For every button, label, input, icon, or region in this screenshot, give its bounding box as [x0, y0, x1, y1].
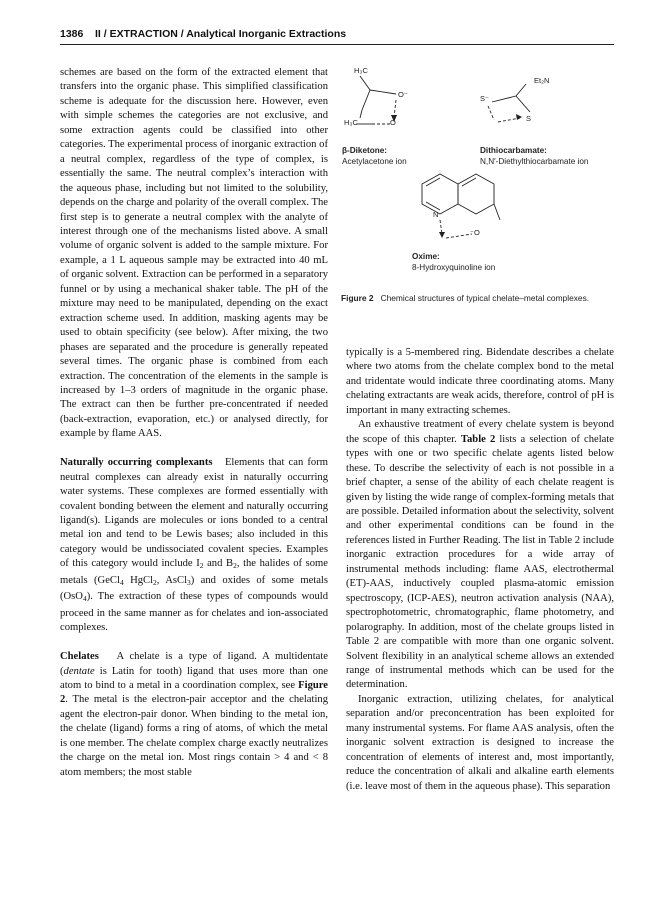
atom-o-minus: O⁻ [398, 90, 408, 99]
paragraph-inorganic-extraction: Inorganic extraction, utilizing chelates, for analytical separation and/or preconcentration has been exploited for many instrumental systems. For flame AAS analysis, often the inorganic solvent extraction is designed to increase the concentration of elements of interest and, most importantly, reduce the concentration of alkali and alkaline earth elements (i.e. leave most of them in the aqueous phase). This separation [346, 693, 614, 792]
paragraph-bidendate: typically is a 5-membered ring. Bidendate describes a chelate where two atoms from the chelate complex bond to the metal and tridentate would indicate three coordinating atoms. Many chelating extractants are weak acids, therefore, control of pH is important in many extracting schemes. [346, 347, 614, 416]
atom-et2n: Et₂N [534, 76, 550, 85]
figure-caption-label: Figure 2 [341, 293, 374, 303]
bond [360, 76, 370, 90]
atom-n: N [433, 210, 439, 219]
oxime-label: Oxime: 8-Hydroxyquinoline ion [412, 252, 496, 272]
atom-s-minus: S⁻ [480, 94, 489, 103]
left-column [60, 66, 328, 780]
table-2-reference[interactable]: Table 2 [460, 433, 496, 445]
bond [370, 90, 396, 94]
coordination-bond [498, 118, 520, 122]
double-bond [426, 178, 440, 186]
arrow-head [516, 114, 522, 120]
right-column [346, 346, 614, 794]
figure-2-reference[interactable]: Figure 2 [60, 680, 328, 706]
atom-s: S [526, 114, 532, 123]
atom-o: O [390, 118, 396, 127]
coordination-bond [488, 106, 494, 120]
bond [362, 90, 370, 110]
double-bond [426, 202, 440, 210]
page-number: 1386 [60, 28, 84, 40]
coordination-bond [446, 234, 472, 238]
bond [494, 204, 500, 220]
arrow-head [439, 232, 445, 238]
section-heading-chelates: Chelates [60, 651, 99, 663]
figure-caption [341, 293, 615, 303]
figure-2 [340, 62, 620, 282]
paragraph-extraction-process: schemes are based on the form of the extracted element that transfers into the organic phase. This simplified classification scheme is adequate for the discussion here. However, even with simple schemes the categories are not exclusive, and some extraction agents could be classified into other categories. The experimental process of inorganic extraction of a neutral complex, regardless of the type of complex, is essentially the same. The neutral complex’s interaction with the aqueous phase, including but not limited to the solubility, depends on the charge and polarity of the overall complex. The first step is to generate a neutral complex with the analyte of interest through one of the mechanisms listed above. A small volume of organic solvent is added to the sample mixture. For example, a 1 L aqueous sample may be extracted into 40 mL of organic solvent. Extraction can be performed in a separatory funnel or by using a mechanical shaker table. The pH of the mixture may need to be manipulated, depending on the exact extraction scheme used. In addition, masking agents may be used to obtain specificity (see below). After mixing, the two phases are separated and the procedure is generally repeated several times. The organic phase is combined from each extraction. The concentration of the elements in the sample is increased by 1–3 orders of magnitude in the organic phase. The extract can then be further pre-concentrated if needed (back-extraction, evaporation, etc.) or analysed directly, for example by flame AAS. [60, 67, 328, 440]
bond [516, 84, 526, 96]
paragraph-chelates: Chelates A chelate is a type of ligand. A multidentate (dentate is Latin for tooth) ligand that uses more than one atom to bind to a metal in a coordination complex, see Figure 2. The metal is the electron-pair acceptor and the chelating agent the electron-pair donor. When binding to the metal ion, the chelate (ligand) forms a ring of atoms, of which the metal is one member. The chelate complex charge exactly neutralizes the charge on the metal ion. Most rings contain > 4 and < 8 atom members; the most stable [60, 651, 329, 778]
bond [492, 96, 516, 102]
diketone-label: β-Diketone: Acetylacetone ion [342, 146, 407, 166]
benzene-ring [422, 174, 458, 214]
pyridine-ring [458, 174, 494, 214]
coordination-bond [440, 220, 442, 234]
bond [516, 96, 530, 112]
atom-ch3-bottom: H₃C [344, 118, 358, 127]
section-heading-naturally-occurring: Naturally occurring complexants [60, 457, 213, 469]
figure-caption-text: Chemical structures of typical chelate–metal complexes. [380, 293, 590, 303]
atom-ch3-top: H₃C [354, 66, 368, 75]
paragraph-chelate-systems: An exhaustive treatment of every chelate system is beyond the scope of this chapter. Table 2 lists a selection of chelate types with one or two specific chelate agents listed below these. To describe the selectivity of each is not possible in a brief chapter, a sense of the ability of each chelate reagent is given by listing the wide range of complex-forming metals that are possible. Detailed information about the selectivity, solvent and other experimental conditions can be found in the references listed in Further Reading. The list in Table 2 include inorganic extraction procedures for a wide array of instrumental methods including: flame AAS, electrothermal (ET)-AAS, inductively coupled plasma-atomic emission spectroscopy, (ICP-AES), neutron activation analysis (NAA), spectrophotometric, chromatographic, flame photometry, and polarography. In addition, most of the chelate groups listed in Table 2 are compatible with more than one organic solvent. Solvent flexibility in an analytical scheme allows an extended range of instrumental methods which can be used for the determination. [346, 419, 615, 691]
atom-o-minus-oxime: ⁻O [470, 228, 480, 237]
running-head: II / EXTRACTION / Analytical Inorganic Extractions [95, 28, 347, 40]
header-rule [60, 44, 614, 45]
double-bond [462, 178, 476, 186]
dithiocarbamate-label: Dithiocarbamate: N,N′-Diethylthiocarbamate ion [480, 146, 589, 166]
paragraph-naturally-occurring: Naturally occurring complexants Elements that can form neutral complexes can already exist in naturally occurring water systems. These complexes are formed essentially with covalent bonding between the element and naturally occurring ligand(s). Ligands are molecules or ions bonded to a central metal ion and tend to be Lewis bases; also included in this category would be undissociated covalent species. Examples of this category would include $I_2$ and $B_2$, the halides of some metals (GeCl$_4$ HgCl$_2$, AsCl$_3$) and oxides of some metals (OsO$_4$). The extraction of these types of compounds would proceed in the same manner as for chelates and ion-associated complexes. [60, 457, 328, 634]
bond [360, 110, 362, 118]
